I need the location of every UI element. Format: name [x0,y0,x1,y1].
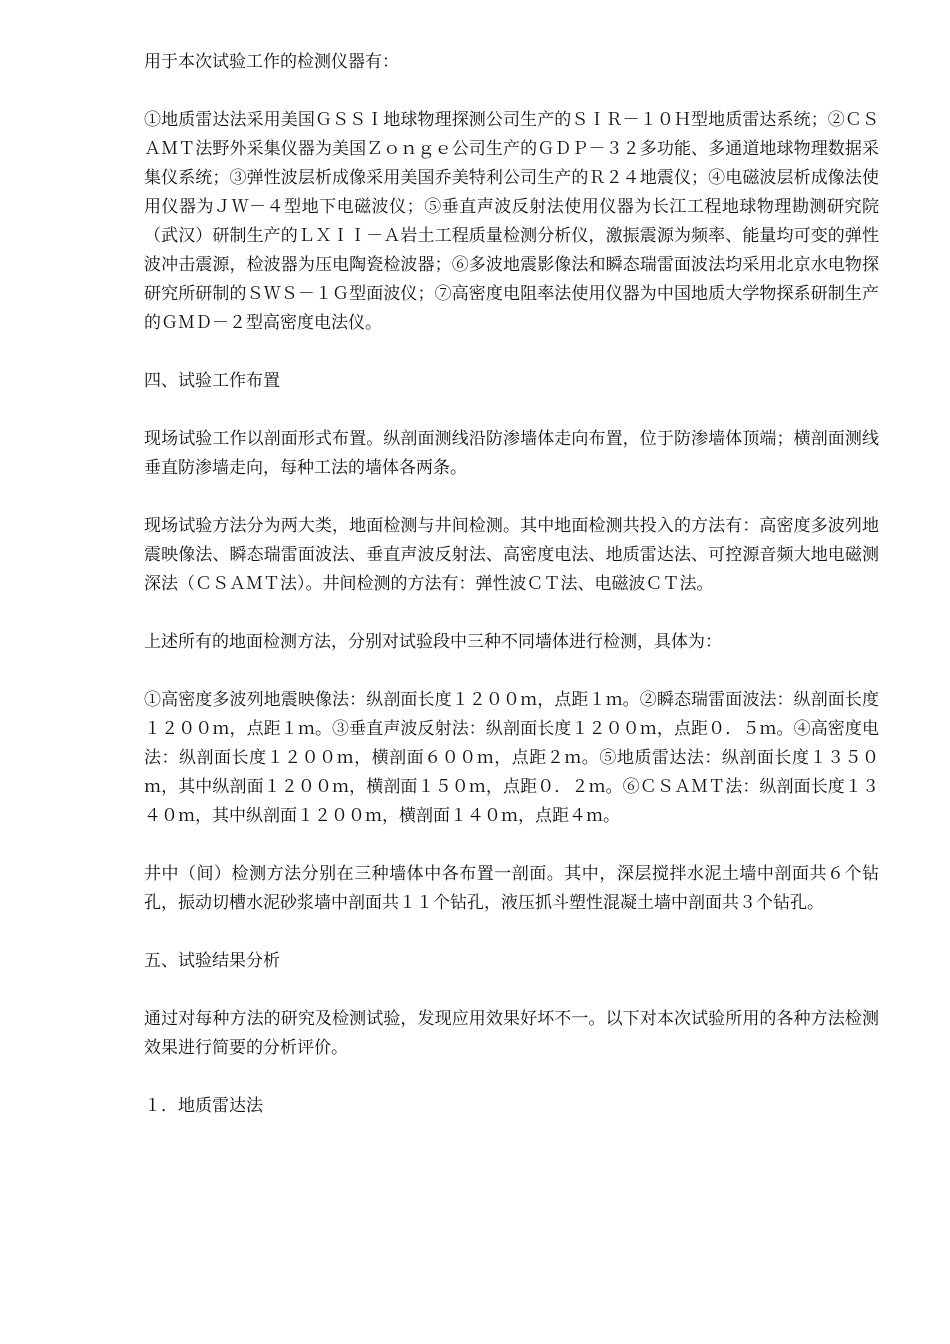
instrument-list-paragraph: ①地质雷达法采用美国ＧＳＳＩ地球物理探测公司生产的ＳＩＲ－１０Ｈ型地质雷达系统；②ＣＳＡＭＴ法野外采集仪器为美国Ｚｏｎｇｅ公司生产的ＧＤＰ－３２多功能、多通道地球物理数据采集仪系统；③弹性波层析成像采用美国乔美特利公司生产的Ｒ２４地震仪；④电磁波层析成像法使用仪器为ＪＷ－４型地下电磁波仪；⑤垂直声波反射法使用仪器为长江工程地球物理勘测研究院（武汉）研制生产的ＬＸＩＩ－Ａ岩土工程质量检测分析仪，激振震源为频率、能量均可变的弹性波冲击震源，检波器为压电陶瓷检波器；⑥多波地震影像法和瞬态瑞雷面波法均采用北京水电物探研究所研制的ＳＷＳ－１Ｇ型面波仪；⑦高密度电阻率法使用仪器为中国地质大学物探系研制生产的ＧＭＤ－２型高密度电法仪。 [144,110,879,333]
document-body [144,48,879,1150]
results-intro-paragraph: 通过对每种方法的研究及检测试验，发现应用效果好坏不一。以下对本次试验所用的各种方法检测效果进行简要的分析评价。 [144,1009,879,1058]
methods-paragraph: 现场试验方法分为两大类，地面检测与井间检测。其中地面检测共投入的方法有：高密度多波列地震映像法、瞬态瑞雷面波法、垂直声波反射法、高密度电法、地质雷达法、可控源音频大地电磁测深法（ＣＳＡＭＴ法）。井间检测的方法有：弹性波ＣＴ法、电磁波ＣＴ法。 [144,516,879,594]
borehole-methods-paragraph: 井中（间）检测方法分别在三种墙体中各布置一剖面。其中，深层搅拌水泥土墙中剖面共６个钻孔，振动切槽水泥砂浆墙中剖面共１１个钻孔，液压抓斗塑性混凝土墙中剖面共３个钻孔。 [144,864,879,913]
layout-paragraph: 现场试验工作以剖面形式布置。纵剖面测线沿防渗墙体走向布置，位于防渗墙体顶端；横剖面测线垂直防渗墙走向，每种工法的墙体各两条。 [144,429,879,478]
section-heading-4: 四、试验工作布置 [144,371,280,391]
ground-methods-detail-paragraph: ①高密度多波列地震映像法：纵剖面长度１２００ｍ，点距１ｍ。②瞬态瑞雷面波法：纵剖面长度１２００ｍ，点距１ｍ。③垂直声波反射法：纵剖面长度１２００ｍ，点距０．５ｍ。④高密度电法：纵剖面长度１２００ｍ，横剖面６００ｍ，点距２ｍ。⑤地质雷达法：纵剖面长度１３５０ｍ，其中纵剖面１２００ｍ，横剖面１５０ｍ，点距０．２ｍ。⑥ＣＳＡＭＴ法：纵剖面长度１３４０ｍ，其中纵剖面１２００ｍ，横剖面１４０ｍ，点距４ｍ。 [144,690,879,826]
subsection-heading-gpr: １．地质雷达法 [144,1096,263,1116]
ground-methods-intro-paragraph: 上述所有的地面检测方法，分别对试验段中三种不同墙体进行检测，具体为： [144,632,722,652]
section-heading-5: 五、试验结果分析 [144,951,280,971]
intro-paragraph: 用于本次试验工作的检测仪器有： [144,52,399,72]
